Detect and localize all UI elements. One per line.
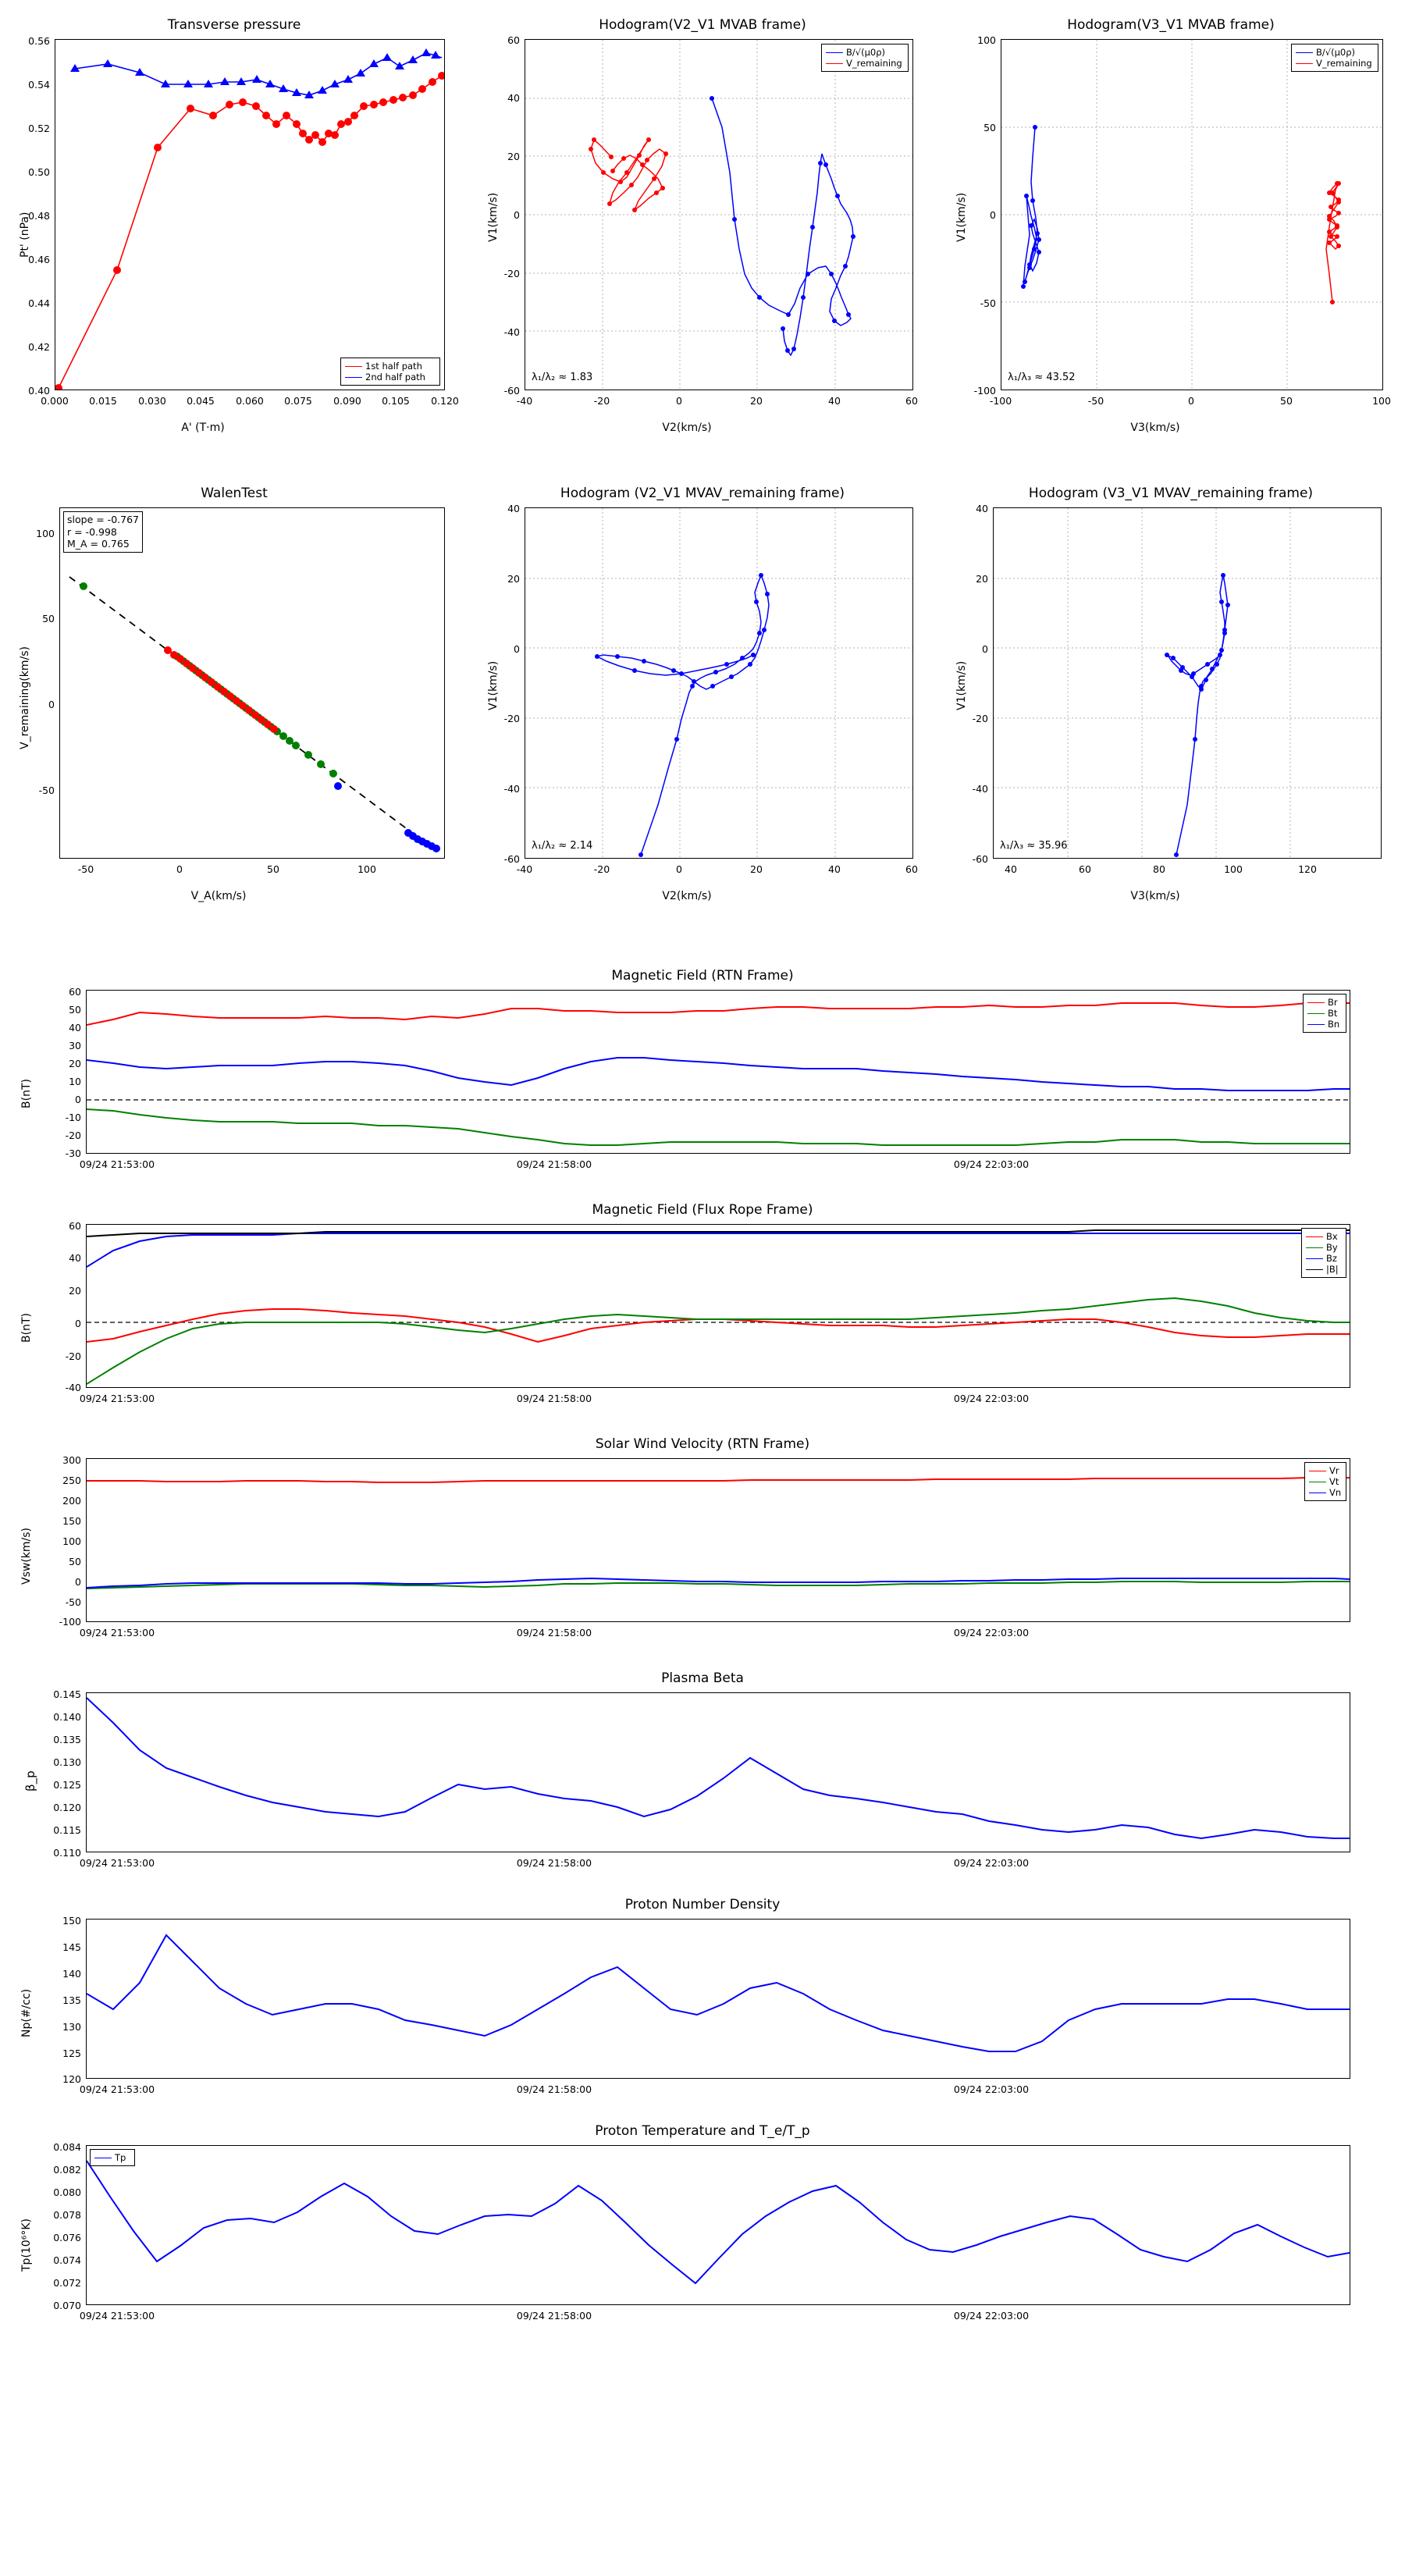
panel-title: Hodogram (V3_V1 MVAV_remaining frame) (1028, 486, 1314, 501)
plot-area (59, 507, 445, 859)
legend-b-fr (1301, 1228, 1346, 1278)
plot-area (525, 507, 913, 859)
panel-title: Hodogram (V2_V1 MVAV_remaining frame) (560, 486, 845, 501)
panel-hodogram-v3v1-mvav (937, 468, 1405, 913)
y-tick: 130 (62, 2021, 81, 2033)
x-tick: 09/24 21:53:00 (79, 2310, 155, 2322)
y-tick: 50 (69, 1004, 81, 1016)
x-tick: 100 (357, 863, 376, 875)
y-axis-label: V1(km/s) (955, 660, 968, 710)
hodogram-v2v1-mvav-plot (525, 508, 912, 858)
panel-walen-test (0, 468, 468, 913)
y-tick: 0.48 (28, 210, 50, 222)
y-tick: 0.070 (53, 2300, 81, 2311)
plot-area (86, 990, 1350, 1154)
panel-solar-wind-velocity (0, 1429, 1405, 1663)
legend-b-rtn (1303, 994, 1346, 1033)
eigenvalue-ratio-annotation: λ₁/λ₃ ≈ 35.96 (1000, 840, 1068, 852)
legend-item: B/√(μ0ρ) (826, 47, 904, 58)
y-tick: 30 (69, 1040, 81, 1051)
y-tick: -40 (972, 783, 988, 795)
x-tick: 0.075 (284, 395, 312, 407)
y-tick: -20 (65, 1350, 81, 1362)
y-tick: 0.52 (28, 123, 50, 134)
x-tick: 0.045 (187, 395, 215, 407)
eigenvalue-ratio-annotation: λ₁/λ₂ ≈ 1.83 (532, 372, 593, 383)
y-tick: 40 (507, 92, 520, 104)
x-axis-label: V2(km/s) (662, 890, 712, 902)
x-tick: 0 (176, 863, 183, 875)
y-tick: 100 (977, 34, 996, 46)
x-tick: 100 (1224, 863, 1243, 875)
x-tick: 0 (676, 395, 682, 407)
panel-magnetic-field-flux-rope (0, 1194, 1405, 1429)
legend-item: Vt (1309, 1476, 1342, 1487)
panel-title: Transverse pressure (167, 17, 301, 33)
y-tick: 20 (507, 151, 520, 162)
x-tick: -20 (593, 395, 610, 407)
legend-item: Br (1307, 997, 1342, 1008)
y-tick: 200 (62, 1495, 81, 1507)
x-tick: 0.105 (382, 395, 410, 407)
panel-plasma-beta (0, 1663, 1405, 1889)
b-rtn-plot (87, 991, 1350, 1153)
x-tick: 120 (1298, 863, 1317, 875)
y-tick: 60 (69, 1220, 81, 1232)
y-tick: 10 (69, 1076, 81, 1087)
x-tick: 09/24 21:53:00 (79, 1857, 155, 1869)
x-tick: 80 (1153, 863, 1165, 875)
b-fr-plot (87, 1225, 1350, 1387)
x-axis-label: V3(km/s) (1130, 890, 1180, 902)
beta-plot (87, 1693, 1350, 1852)
y-tick: 145 (62, 1941, 81, 1953)
x-tick: 09/24 21:53:00 (79, 1627, 155, 1638)
y-axis-label: Pt' (nPa) (19, 212, 31, 258)
y-tick: 300 (62, 1454, 81, 1466)
y-axis-label: Np(#/cc) (20, 1988, 33, 2037)
y-tick: -40 (503, 783, 520, 795)
x-tick: -40 (516, 863, 533, 875)
y-tick: 0.110 (53, 1847, 81, 1859)
legend-item: V_remaining (826, 58, 904, 69)
y-axis-label: Tp(10⁶°K) (20, 2218, 33, 2272)
x-tick: 50 (1280, 395, 1293, 407)
y-tick: 150 (62, 1915, 81, 1927)
y-axis-label: B(nT) (20, 1313, 33, 1343)
y-tick: 0.082 (53, 2164, 81, 2176)
panel-title: Proton Temperature and T_e/T_p (595, 2123, 810, 2139)
panel-transverse-pressure (0, 0, 468, 445)
panel-hodogram-v2v1-mvab (468, 0, 937, 445)
x-tick: 09/24 21:53:00 (79, 1158, 155, 1170)
y-tick: 0.44 (28, 297, 50, 309)
y-tick: -50 (980, 297, 996, 309)
y-axis-label: B(nT) (20, 1079, 33, 1108)
plot-area (1001, 39, 1383, 390)
y-tick: -100 (973, 385, 996, 397)
tp-plot (87, 2146, 1350, 2304)
y-tick: 0.072 (53, 2277, 81, 2289)
y-tick: 0 (75, 1318, 81, 1329)
legend-transverse (340, 358, 440, 386)
y-tick: 0.076 (53, 2232, 81, 2243)
y-tick: 150 (62, 1515, 81, 1527)
y-tick: 0.42 (28, 341, 50, 353)
x-tick: -100 (989, 395, 1012, 407)
x-tick: 09/24 22:03:00 (953, 1158, 1030, 1170)
y-tick: 125 (62, 2048, 81, 2059)
y-axis-label: β_p (23, 1770, 37, 1791)
y-tick: 0.56 (28, 35, 50, 47)
x-tick: 0.030 (138, 395, 166, 407)
y-tick: 0.125 (53, 1779, 81, 1791)
legend-hodogram (1291, 44, 1378, 72)
panel-title: Hodogram(V2_V1 MVAB frame) (599, 17, 806, 33)
y-axis-label: V_remaining(km/s) (19, 646, 31, 749)
legend-item: Bz (1306, 1253, 1342, 1264)
y-tick: -60 (503, 853, 520, 865)
y-tick: -50 (65, 1596, 81, 1608)
panel-hodogram-v3v1-mvab (937, 0, 1405, 445)
y-tick: -60 (503, 385, 520, 397)
panel-proton-temperature (0, 2115, 1405, 2350)
plot-area (55, 39, 445, 390)
y-tick: 40 (69, 1252, 81, 1264)
x-tick: 40 (828, 395, 841, 407)
panel-title: Proton Number Density (624, 1897, 781, 1912)
y-axis-label: V1(km/s) (955, 192, 968, 242)
r-value: r = -0.998 (67, 525, 117, 538)
y-tick: 60 (507, 34, 520, 46)
y-tick: 0.120 (53, 1802, 81, 1813)
y-tick: -40 (65, 1382, 81, 1393)
x-tick: 0.060 (236, 395, 264, 407)
np-plot (87, 1920, 1350, 2078)
hodogram-v2v1-mvab-plot (525, 40, 912, 390)
legend-item: Bn (1307, 1019, 1342, 1030)
y-tick: 20 (69, 1058, 81, 1069)
legend-item: Bx (1306, 1231, 1342, 1242)
legend-hodogram (821, 44, 909, 72)
panel-title: Magnetic Field (RTN Frame) (611, 968, 794, 984)
x-axis-label: V3(km/s) (1130, 422, 1180, 434)
plot-area (86, 1919, 1350, 2079)
y-axis-label: Vsw(km/s) (20, 1527, 33, 1585)
x-tick: 09/24 21:58:00 (516, 2083, 592, 2095)
y-tick: 0.40 (28, 385, 50, 397)
x-tick: 40 (1005, 863, 1017, 875)
legend-item: By (1306, 1242, 1342, 1253)
y-tick: 0.46 (28, 254, 50, 265)
x-tick: 20 (750, 395, 763, 407)
y-tick: 50 (984, 122, 996, 133)
x-tick: 100 (1372, 395, 1391, 407)
y-tick: 0 (514, 643, 520, 655)
x-tick: 40 (828, 863, 841, 875)
y-tick: -100 (59, 1616, 81, 1628)
panel-title: Plasma Beta (661, 1670, 744, 1686)
x-axis-label: A' (T·m) (181, 422, 225, 434)
y-tick: 120 (62, 2073, 81, 2085)
x-tick: -50 (77, 863, 94, 875)
y-tick: 0 (75, 1576, 81, 1588)
y-tick: 0 (982, 643, 988, 655)
x-tick: 60 (905, 395, 918, 407)
x-tick: 09/24 22:03:00 (953, 2083, 1030, 2095)
y-tick: 20 (976, 573, 988, 585)
legend-item: Tp (94, 2152, 130, 2163)
panel-hodogram-v2v1-mvav (468, 468, 937, 913)
y-tick: 60 (69, 986, 81, 998)
y-tick: -50 (38, 785, 55, 796)
y-tick: 40 (507, 503, 520, 514)
legend-item: Bt (1307, 1008, 1342, 1019)
x-tick: 09/24 22:03:00 (953, 2310, 1030, 2322)
x-tick: 09/24 22:03:00 (953, 1393, 1030, 1404)
legend-tp (90, 2149, 135, 2166)
y-axis-label: V1(km/s) (487, 660, 500, 710)
y-tick: 0.145 (53, 1688, 81, 1700)
legend-item: 2nd half path (345, 372, 436, 382)
y-tick: -20 (503, 268, 520, 279)
x-tick: 09/24 21:53:00 (79, 2083, 155, 2095)
ma-value: M_A = 0.765 (67, 538, 130, 550)
x-tick: 09/24 21:58:00 (516, 2310, 592, 2322)
y-tick: 0.130 (53, 1756, 81, 1768)
y-tick: -40 (503, 326, 520, 338)
panel-title: Magnetic Field (Flux Rope Frame) (592, 1202, 813, 1218)
x-tick: 0.015 (89, 395, 117, 407)
legend-item: V_remaining (1296, 58, 1374, 69)
x-tick: 50 (267, 863, 279, 875)
y-tick: 0.080 (53, 2186, 81, 2198)
vsw-plot (87, 1459, 1350, 1621)
plot-area (86, 1692, 1350, 1852)
x-tick: 60 (905, 863, 918, 875)
y-tick: 0.084 (53, 2141, 81, 2153)
y-tick: 0.078 (53, 2209, 81, 2221)
y-tick: 250 (62, 1475, 81, 1486)
y-axis-label: V1(km/s) (487, 192, 500, 242)
y-tick: 0.115 (53, 1824, 81, 1836)
y-tick: 100 (36, 528, 55, 539)
x-tick: 60 (1079, 863, 1091, 875)
y-tick: -20 (503, 713, 520, 724)
legend-item: 1st half path (345, 361, 436, 372)
plot-area (86, 1224, 1350, 1388)
y-tick: 0 (48, 699, 55, 710)
panel-title: WalenTest (201, 486, 268, 501)
y-tick: 0.135 (53, 1734, 81, 1745)
y-tick: 0 (75, 1094, 81, 1105)
y-tick: 20 (507, 573, 520, 585)
panel-title: Solar Wind Velocity (RTN Frame) (595, 1436, 810, 1452)
y-tick: 0.54 (28, 79, 50, 91)
y-tick: -20 (65, 1130, 81, 1141)
transverse-pressure-plot (55, 40, 444, 390)
legend-item: B/√(μ0ρ) (1296, 47, 1374, 58)
x-tick: 0 (1188, 395, 1194, 407)
x-tick: -40 (516, 395, 533, 407)
y-tick: 40 (976, 503, 988, 514)
legend-item: |B| (1306, 1264, 1342, 1275)
x-tick: 0 (676, 863, 682, 875)
y-tick: 0 (514, 209, 520, 221)
x-tick: -50 (1087, 395, 1104, 407)
hodogram-v3v1-mvav-plot (994, 508, 1381, 858)
legend-item: Vn (1309, 1487, 1342, 1498)
panel-title: Hodogram(V3_V1 MVAB frame) (1067, 17, 1275, 33)
x-tick: 09/24 22:03:00 (953, 1857, 1030, 1869)
y-tick: -60 (972, 853, 988, 865)
x-tick: 09/24 22:03:00 (953, 1627, 1030, 1638)
y-tick: 0.140 (53, 1711, 81, 1723)
y-tick: 0 (990, 209, 996, 221)
panel-proton-number-density (0, 1889, 1405, 2115)
x-tick: 09/24 21:58:00 (516, 1158, 592, 1170)
y-tick: 135 (62, 1994, 81, 2006)
x-tick: -20 (593, 863, 610, 875)
hodogram-v3v1-mvab-plot (1001, 40, 1382, 390)
plot-area (86, 1458, 1350, 1622)
eigenvalue-ratio-annotation: λ₁/λ₃ ≈ 43.52 (1008, 372, 1076, 383)
y-tick: -30 (65, 1147, 81, 1159)
y-tick: 0.074 (53, 2254, 81, 2266)
walen-test-plot (60, 508, 444, 858)
x-tick: 0.090 (333, 395, 361, 407)
x-tick: 0.120 (431, 395, 459, 407)
legend-vsw (1304, 1462, 1346, 1501)
panel-magnetic-field-rtn (0, 960, 1405, 1194)
x-tick: 09/24 21:58:00 (516, 1627, 592, 1638)
legend-item: Vr (1309, 1465, 1342, 1476)
plot-area (993, 507, 1382, 859)
y-tick: 50 (42, 613, 55, 624)
y-tick: 50 (69, 1556, 81, 1567)
x-tick: 20 (750, 863, 763, 875)
y-tick: 20 (69, 1285, 81, 1297)
walen-fit-annotation (63, 511, 143, 553)
slope-value: slope = -0.767 (67, 514, 139, 525)
plot-area (86, 2145, 1350, 2305)
x-tick: 09/24 21:58:00 (516, 1857, 592, 1869)
plot-area (525, 39, 913, 390)
y-tick: 140 (62, 1968, 81, 1980)
x-axis-label: V_A(km/s) (190, 890, 247, 902)
y-tick: 40 (69, 1022, 81, 1034)
y-tick: 0.50 (28, 166, 50, 178)
x-axis-label: V2(km/s) (662, 422, 712, 434)
y-tick: -10 (65, 1112, 81, 1123)
y-tick: 100 (62, 1535, 81, 1547)
x-tick: 0.000 (41, 395, 69, 407)
y-tick: -20 (972, 713, 988, 724)
x-tick: 09/24 21:58:00 (516, 1393, 592, 1404)
eigenvalue-ratio-annotation: λ₁/λ₂ ≈ 2.14 (532, 840, 593, 852)
x-tick: 09/24 21:53:00 (79, 1393, 155, 1404)
